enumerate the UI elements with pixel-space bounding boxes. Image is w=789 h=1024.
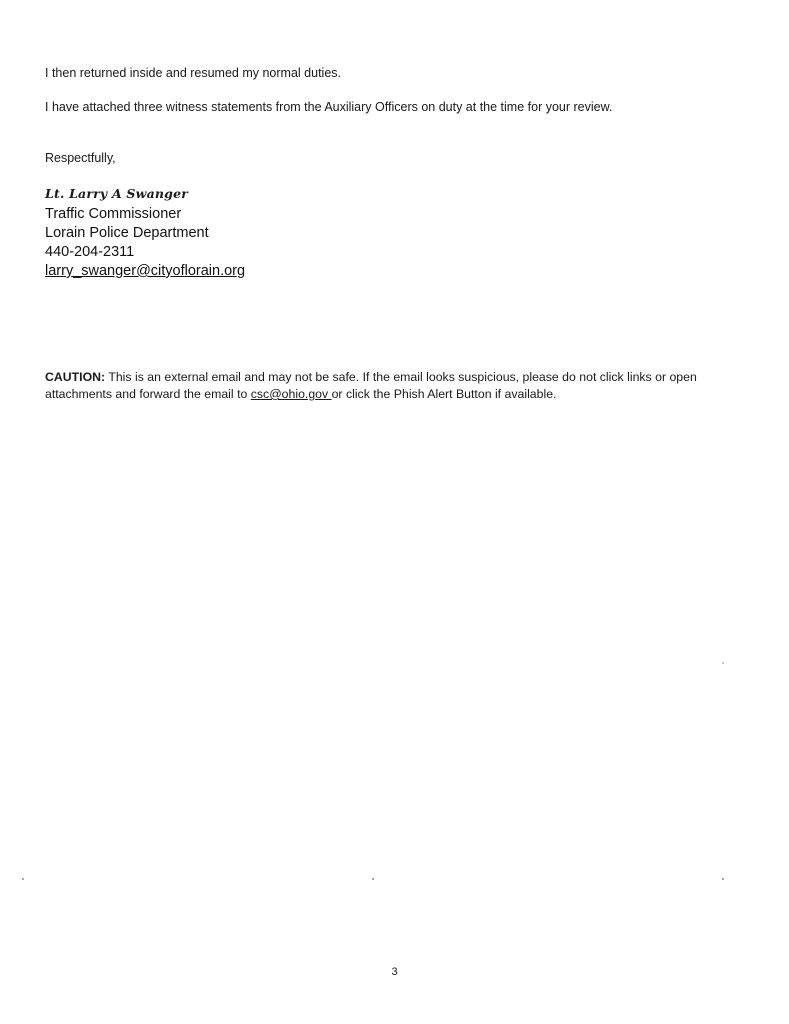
scan-speck: [722, 662, 724, 664]
caution-notice: [45, 369, 745, 403]
caution-label: CAUTION:: [45, 370, 106, 384]
signature-title: Traffic Commissioner: [45, 206, 182, 222]
signature-email-link[interactable]: larry_swanger@cityoflorain.org: [45, 263, 246, 279]
scan-speck: [372, 878, 374, 880]
caution-text-before-link: This is an external email and may not be safe. If the email looks suspicious, please do not click links or open attachments and forward the email to: [45, 370, 697, 401]
caution-email-link[interactable]: csc@ohio.gov: [250, 387, 332, 401]
signature-phone: 440-204-2311: [45, 244, 135, 260]
body-paragraph-witness-statements: I have attached three witness statements from the Auxiliary Officers on duty at the time for your review.: [45, 100, 613, 114]
signature-block: [45, 205, 245, 281]
closing-salutation: Respectfully,: [45, 151, 116, 165]
scan-speck: [722, 878, 724, 880]
signature-department: Lorain Police Department: [45, 225, 209, 241]
caution-text-after-link: or click the Phish Alert Button if available.: [331, 387, 557, 401]
page-number: 3: [391, 966, 398, 978]
body-paragraph-returned-inside: I then returned inside and resumed my normal duties.: [45, 66, 341, 80]
handwritten-signature: Lt. Larry A Swanger: [45, 186, 189, 201]
scan-speck: [22, 878, 24, 880]
